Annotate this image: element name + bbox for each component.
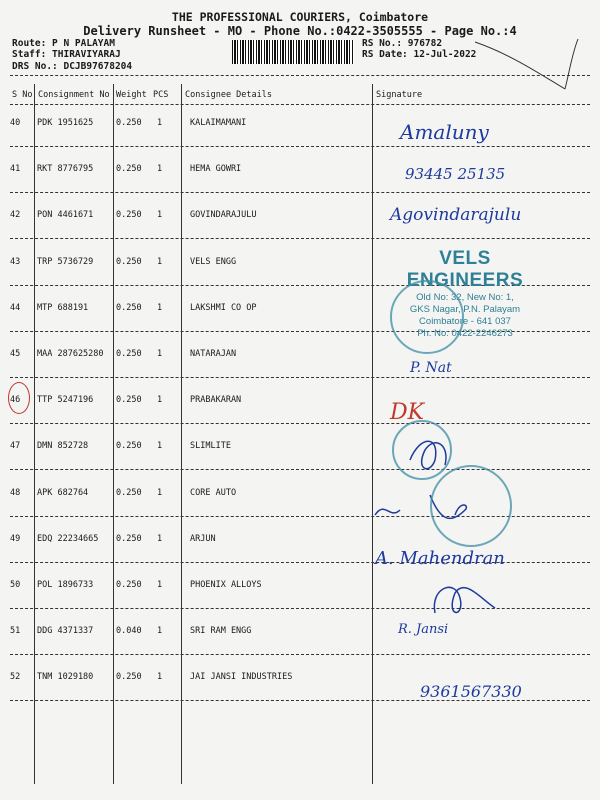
row-consignment: PON 4461671: [37, 210, 94, 221]
row-weight: 0.250: [116, 302, 142, 313]
stamp-phone: Ph. No: 0422-2246273: [417, 328, 513, 339]
row-weight: 0.250: [116, 487, 142, 498]
staff-label: Staff: THIRAVIYARAJ: [12, 49, 121, 60]
row-divider: [10, 146, 590, 147]
row-weight: 0.250: [116, 164, 142, 175]
row-consignee: CORE AUTO: [190, 487, 237, 498]
col-pcs: PCS: [153, 90, 169, 100]
row-sno: 46: [10, 395, 21, 406]
header-rule-bottom: [10, 104, 590, 105]
row-pcs: 1: [157, 210, 163, 221]
row-consignee: ARJUN: [190, 533, 216, 544]
column-divider: [372, 84, 373, 784]
row-weight: 0.250: [116, 672, 142, 683]
row-divider: [10, 423, 590, 424]
row-consignment: TRP 5736729: [37, 256, 94, 267]
row-pcs: 1: [157, 626, 163, 637]
row-pcs: 1: [157, 349, 163, 359]
row-sno: 49: [10, 533, 21, 544]
signature-41: 93445 25135: [405, 165, 506, 183]
row-pcs: 1: [157, 672, 163, 683]
signature-50-scribble: [425, 578, 505, 623]
row-divider: [10, 192, 590, 193]
stamp-address-1: Old No: 32, New No: 1,: [416, 292, 514, 303]
col-consignee: Consignee Details: [185, 90, 272, 100]
row-sno: 41: [10, 164, 21, 175]
col-consignment: Consignment No: [38, 90, 110, 100]
row-weight: 0.250: [116, 533, 142, 544]
row-pcs: 1: [157, 164, 163, 175]
round-stamp-slimlite: [392, 420, 452, 480]
row-consignee: SRI RAM ENGG: [190, 626, 252, 637]
row-sno: 51: [10, 626, 21, 637]
row-divider: [10, 469, 590, 470]
row-consignee: VELS ENGG: [190, 256, 237, 267]
barcode: [232, 40, 354, 64]
signature-51: R. Jansi: [398, 622, 449, 637]
row-consignment: PDK 1951625: [37, 118, 94, 128]
round-stamp-lakshmi: [390, 280, 464, 354]
signature-42: Agovindarajulu: [390, 205, 522, 225]
column-divider: [34, 84, 35, 784]
row-consignee: PRABAKARAN: [190, 395, 242, 406]
row-sno: 45: [10, 349, 21, 359]
row-pcs: 1: [157, 118, 163, 128]
round-stamp-core-auto: [430, 465, 512, 547]
row-sno: 48: [10, 487, 21, 498]
stamp-address-2: GKS Nagar, P.N. Palayam: [409, 304, 521, 315]
row-sno: 40: [10, 118, 21, 128]
row-consignee: GOVINDARAJULU: [190, 210, 257, 221]
row-weight: 0.250: [116, 210, 142, 221]
column-divider: [181, 84, 182, 784]
row-weight: 0.250: [116, 441, 142, 452]
row-consignment: APK 682764: [37, 487, 89, 498]
row-consignee: SLIMLITE: [190, 441, 231, 452]
row-weight: 0.250: [116, 349, 142, 359]
row-consignment: TTP 5247196: [37, 395, 94, 406]
row-consignment: TNM 1029180: [37, 672, 94, 683]
row-sno: 50: [10, 580, 21, 590]
row-consignee: KALAIMAMANI: [190, 118, 247, 128]
row-weight: 0.250: [116, 395, 142, 406]
row-sno: 42: [10, 210, 21, 221]
row-sno: 52: [10, 672, 21, 683]
row-weight: 0.040: [116, 626, 142, 637]
rs-date: RS Date: 12-Jul-2022: [362, 49, 477, 60]
row-consignment: POL 1896733: [37, 580, 94, 590]
column-divider: [113, 84, 114, 784]
row-consignment: MTP 688191: [37, 302, 89, 313]
row-consignment: DMN 852728: [37, 441, 89, 452]
row-consignment: MAA 287625280: [37, 349, 104, 359]
col-weight: Weight: [116, 90, 147, 100]
row-consignee: NATARAJAN: [190, 349, 237, 359]
runsheet-title: Delivery Runsheet - MO - Phone No.:0422-3505555 - Page No.:4: [83, 24, 517, 38]
row-consignment: RKT 8776795: [37, 164, 94, 175]
row-weight: 0.250: [116, 118, 142, 128]
row-consignment: DDG 4371337: [37, 626, 94, 637]
signature-46: DK: [390, 400, 425, 425]
company-title: THE PROFESSIONAL COURIERS, Coimbatore: [171, 10, 429, 24]
stamp-title: VELS ENGINEERS: [406, 248, 524, 291]
row-pcs: 1: [157, 441, 163, 452]
row-consignee: PHOENIX ALLOYS: [190, 580, 262, 590]
row-pcs: 1: [157, 487, 163, 498]
stamp-address-3: Coimbatore - 641 037: [419, 316, 511, 327]
route-label: Route: P N PALAYAM: [12, 38, 115, 49]
row-pcs: 1: [157, 302, 163, 313]
row-weight: 0.250: [116, 580, 142, 590]
row-pcs: 1: [157, 256, 163, 267]
col-signature: Signature: [376, 90, 423, 100]
row-pcs: 1: [157, 533, 163, 544]
row-consignment: EDQ 22234665: [37, 533, 99, 544]
signature-52: 9361567330: [420, 682, 522, 701]
row-pcs: 1: [157, 395, 163, 406]
row-consignee: LAKSHMI CO OP: [190, 302, 257, 313]
highlight-circle: [8, 382, 30, 414]
row-divider: [10, 377, 590, 378]
row-pcs: 1: [157, 580, 163, 590]
drs-number: DRS No.: DCJB97678204: [12, 61, 133, 72]
signature-40: Amaluny: [400, 120, 489, 144]
row-divider: [10, 238, 590, 239]
header-rule-top: [10, 75, 590, 76]
row-weight: 0.250: [116, 256, 142, 267]
row-consignee: HEMA GOWRI: [190, 164, 242, 175]
row-sno: 44: [10, 302, 21, 313]
pen-check-mark: [470, 34, 580, 94]
signature-45: P. Nat: [410, 360, 452, 376]
rs-number: RS No.: 976782: [362, 38, 443, 49]
col-sno: S No: [12, 90, 33, 100]
signature-49: A. Mahendran: [375, 548, 505, 569]
row-divider: [10, 654, 590, 655]
row-consignee: JAI JANSI INDUSTRIES: [190, 672, 293, 683]
row-sno: 47: [10, 441, 21, 452]
row-sno: 43: [10, 256, 21, 267]
